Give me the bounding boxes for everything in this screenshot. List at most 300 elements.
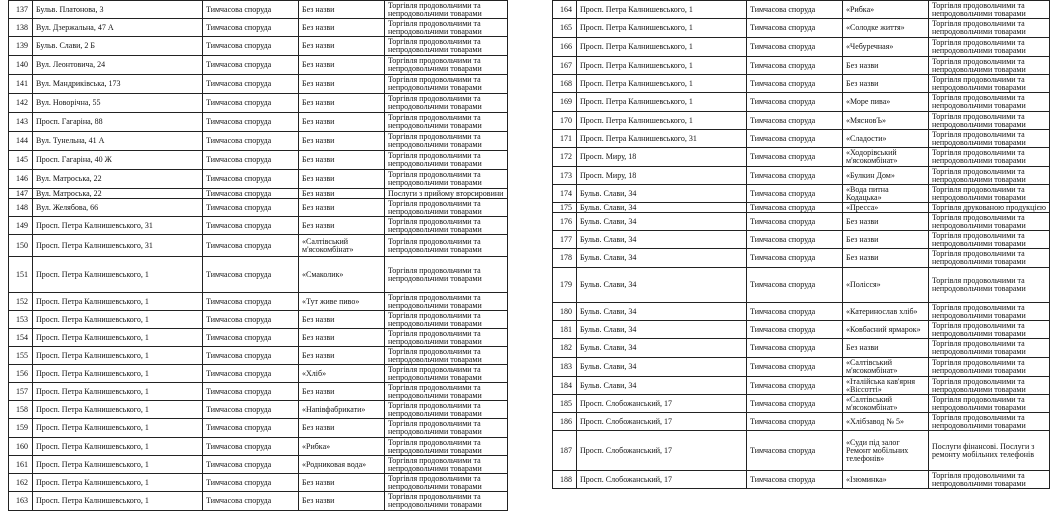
activity-cell: Торгівля продовольчими та непродовольчими товарами [385,170,508,189]
address-cell: Бульв. Слави, 34 [577,213,747,231]
table-row [553,471,1050,489]
object-type-cell: Тимчасова споруда [747,377,843,395]
row-number-cell: 141 [9,75,33,94]
row-number-cell: 185 [553,395,577,413]
object-type-cell: Тимчасова споруда [747,148,843,167]
address-cell: Просп. Петра Калнишевського, 31 [33,217,203,235]
object-type-cell: Тимчасова споруда [203,1,299,19]
row-number-cell: 149 [9,217,33,235]
table-row [9,170,508,189]
object-type-cell: Тимчасова споруда [203,170,299,189]
object-type-cell: Тимчасова споруда [747,358,843,377]
object-type-cell: Тимчасова споруда [747,185,843,203]
object-type-cell: Тимчасова споруда [203,311,299,329]
row-number-cell: 175 [553,203,577,213]
row-number-cell: 164 [553,1,577,19]
address-cell: Просп. Гагаріна, 40 Ж [33,151,203,170]
object-name-cell: «Хліб» [299,365,385,383]
table-row [553,431,1050,471]
address-cell: Просп. Петра Калнишевського, 1 [33,365,203,383]
table-row [553,148,1050,167]
address-cell: Бульв. Слави, 34 [577,185,747,203]
address-cell: Просп. Петра Калнишевського, 1 [33,347,203,365]
address-cell: Бульв. Слави, 34 [577,203,747,213]
activity-cell: Торгівля продовольчими та непродовольчими товарами [385,75,508,94]
object-name-cell: «Море пива» [843,93,929,112]
object-name-cell: «Ковбасний ярмарок» [843,321,929,339]
object-name-cell: Без назви [299,19,385,37]
table-row [553,395,1050,413]
object-type-cell: Тимчасова споруда [203,438,299,456]
right-table [552,0,1050,489]
object-type-cell: Тимчасова споруда [203,132,299,151]
address-cell: Просп. Петра Калнишевського, 1 [577,112,747,130]
table-row [553,1,1050,19]
table-row [553,112,1050,130]
address-cell: Просп. Петра Калнишевського, 1 [33,474,203,492]
row-number-cell: 167 [553,57,577,75]
address-cell: Бульв. Слави, 34 [577,249,747,268]
activity-cell: Торгівля продовольчими та непродовольчими товарами [385,94,508,113]
row-number-cell: 160 [9,438,33,456]
address-cell: Просп. Петра Калнишевського, 1 [33,311,203,329]
object-type-cell: Тимчасова споруда [747,38,843,57]
object-name-cell: Без назви [843,57,929,75]
object-name-cell: Без назви [299,113,385,132]
object-type-cell: Тимчасова споруда [203,474,299,492]
activity-cell: Торгівля продовольчими та непродовольчими товарами [385,113,508,132]
object-type-cell: Тимчасова споруда [203,257,299,293]
object-type-cell: Тимчасова споруда [747,471,843,489]
activity-cell: Торгівля продовольчими та непродовольчими товарами [385,474,508,492]
activity-cell: Послуги фінансові. Послуги з ремонту мобільних телефонів [929,431,1050,471]
object-name-cell: «Рибка» [843,1,929,19]
table-row [9,132,508,151]
left-table-body [9,1,508,511]
address-cell: Бульв. Слави, 34 [577,321,747,339]
address-cell: Просп. Слобожанський, 17 [577,471,747,489]
activity-cell: Торгівля продовольчими та непродовольчими товарами [385,199,508,217]
object-name-cell: «Вода питна Кодацька» [843,185,929,203]
activity-cell: Торгівля продовольчими та непродовольчими товарами [929,112,1050,130]
object-name-cell: Без назви [299,132,385,151]
address-cell: Просп. Петра Калнишевського, 1 [577,38,747,57]
object-name-cell: «Салтівський м'ясокомбінат» [843,395,929,413]
object-name-cell: Без назви [299,329,385,347]
row-number-cell: 186 [553,413,577,431]
object-name-cell: «Сладости» [843,130,929,148]
address-cell: Просп. Слобожанський, 17 [577,413,747,431]
row-number-cell: 147 [9,189,33,199]
activity-cell: Торгівля продовольчими та непродовольчими товарами [929,413,1050,431]
address-cell: Просп. Петра Калнишевського, 1 [33,401,203,419]
activity-cell: Торгівля продовольчими та непродовольчими товарами [385,383,508,401]
activity-cell: Торгівля продовольчими та непродовольчими товарами [385,311,508,329]
right-table-body [553,1,1050,489]
row-number-cell: 158 [9,401,33,419]
object-name-cell: Без назви [299,151,385,170]
address-cell: Просп. Петра Калнишевського, 1 [577,57,747,75]
row-number-cell: 171 [553,130,577,148]
row-number-cell: 161 [9,456,33,474]
row-number-cell: 165 [553,19,577,38]
table-row [553,93,1050,112]
address-cell: Вул. Матроська, 22 [33,170,203,189]
address-cell: Вул. Тунельна, 41 А [33,132,203,151]
address-cell: Просп. Петра Калнишевського, 1 [577,75,747,93]
table-row [553,339,1050,358]
left-table [8,0,508,511]
object-type-cell: Тимчасова споруда [747,203,843,213]
address-cell: Просп. Миру, 18 [577,167,747,185]
table-row [9,456,508,474]
row-number-cell: 157 [9,383,33,401]
object-name-cell: Без назви [299,37,385,56]
object-type-cell: Тимчасова споруда [747,268,843,303]
object-type-cell: Тимчасова споруда [203,113,299,132]
address-cell: Бульв. Слави, 2 Б [33,37,203,56]
table-row [553,303,1050,321]
object-type-cell: Тимчасова споруда [203,329,299,347]
row-number-cell: 172 [553,148,577,167]
activity-cell: Торгівля продовольчими та непродовольчими товарами [929,130,1050,148]
address-cell: Бульв. Слави, 34 [577,231,747,249]
activity-cell: Торгівля продовольчими та непродовольчими товарами [929,167,1050,185]
table-row [9,311,508,329]
object-name-cell: «Салтівський м'ясокомбінат» [843,358,929,377]
table-row [9,37,508,56]
activity-cell: Торгівля продовольчими та непродовольчими товарами [929,38,1050,57]
object-name-cell: Без назви [843,339,929,358]
object-name-cell: «Солодке життя» [843,19,929,38]
address-cell: Просп. Петра Калнишевського, 1 [33,293,203,311]
table-row [9,56,508,75]
activity-cell: Торгівля продовольчими та непродовольчими товарами [385,347,508,365]
object-type-cell: Тимчасова споруда [747,249,843,268]
address-cell: Бульв. Слави, 34 [577,377,747,395]
address-cell: Вул. Леонтовича, 24 [33,56,203,75]
row-number-cell: 151 [9,257,33,293]
row-number-cell: 176 [553,213,577,231]
address-cell: Просп. Слобожанський, 17 [577,395,747,413]
address-cell: Бульв. Слави, 34 [577,303,747,321]
object-type-cell: Тимчасова споруда [203,94,299,113]
object-name-cell: «Чебуречная» [843,38,929,57]
table-row [9,474,508,492]
object-name-cell: Без назви [299,217,385,235]
row-number-cell: 152 [9,293,33,311]
activity-cell: Торгівля продовольчими та непродовольчими товарами [929,395,1050,413]
object-name-cell: Без назви [299,383,385,401]
table-row [9,293,508,311]
row-number-cell: 180 [553,303,577,321]
table-row [553,358,1050,377]
object-type-cell: Тимчасова споруда [747,231,843,249]
activity-cell: Торгівля продовольчими та непродовольчими товарами [385,456,508,474]
activity-cell: Торгівля друкованою продукцією [929,203,1050,213]
activity-cell: Торгівля продовольчими та непродовольчими товарами [929,148,1050,167]
table-row [9,94,508,113]
object-name-cell: Без назви [299,492,385,511]
row-number-cell: 163 [9,492,33,511]
row-number-cell: 181 [553,321,577,339]
activity-cell: Торгівля продовольчими та непродовольчими товарами [385,438,508,456]
object-type-cell: Тимчасова споруда [203,217,299,235]
object-type-cell: Тимчасова споруда [747,75,843,93]
row-number-cell: 155 [9,347,33,365]
object-name-cell: Без назви [843,213,929,231]
table-row [553,413,1050,431]
table-row [9,235,508,257]
object-name-cell: Без назви [843,75,929,93]
table-row [553,130,1050,148]
row-number-cell: 169 [553,93,577,112]
object-name-cell: Без назви [299,189,385,199]
address-cell: Вул. Матроська, 22 [33,189,203,199]
object-type-cell: Тимчасова споруда [747,19,843,38]
activity-cell: Торгівля продовольчими та непродовольчими товарами [385,257,508,293]
object-name-cell: «Смаколик» [299,257,385,293]
row-number-cell: 138 [9,19,33,37]
object-name-cell: «Катеринослав хліб» [843,303,929,321]
object-type-cell: Тимчасова споруда [747,321,843,339]
activity-cell: Торгівля продовольчими та непродовольчими товарами [385,293,508,311]
address-cell: Бульв. Платонова, 3 [33,1,203,19]
row-number-cell: 166 [553,38,577,57]
object-name-cell: «МясновЪ» [843,112,929,130]
object-type-cell: Тимчасова споруда [747,431,843,471]
row-number-cell: 183 [553,358,577,377]
table-row [9,383,508,401]
object-type-cell: Тимчасова споруда [203,383,299,401]
object-type-cell: Тимчасова споруда [203,492,299,511]
row-number-cell: 137 [9,1,33,19]
activity-cell: Торгівля продовольчими та непродовольчими товарами [385,217,508,235]
row-number-cell: 174 [553,185,577,203]
table-row [553,185,1050,203]
row-number-cell: 178 [553,249,577,268]
object-type-cell: Тимчасова споруда [203,419,299,438]
activity-cell: Торгівля продовольчими та непродовольчими товарами [385,19,508,37]
object-type-cell: Тимчасова споруда [203,56,299,75]
object-name-cell: «Ізюминка» [843,471,929,489]
table-row [9,151,508,170]
activity-cell: Торгівля продовольчими та непродовольчими товарами [929,377,1050,395]
row-number-cell: 187 [553,431,577,471]
activity-cell: Торгівля продовольчими та непродовольчими товарами [929,19,1050,38]
address-cell: Вул. Новорічна, 55 [33,94,203,113]
address-cell: Просп. Петра Калнишевського, 1 [33,419,203,438]
table-row [553,19,1050,38]
address-cell: Просп. Петра Калнишевського, 1 [33,438,203,456]
address-cell: Просп. Петра Калнишевського, 1 [577,1,747,19]
object-name-cell: Без назви [299,311,385,329]
object-type-cell: Тимчасова споруда [747,130,843,148]
row-number-cell: 177 [553,231,577,249]
row-number-cell: 145 [9,151,33,170]
table-row [553,377,1050,395]
object-type-cell: Тимчасова споруда [747,303,843,321]
table-row [553,57,1050,75]
table-row [553,203,1050,213]
row-number-cell: 148 [9,199,33,217]
object-type-cell: Тимчасова споруда [203,199,299,217]
activity-cell: Торгівля продовольчими та непродовольчими товарами [929,249,1050,268]
address-cell: Бульв. Слави, 34 [577,339,747,358]
activity-cell: Торгівля продовольчими та непродовольчими товарами [385,329,508,347]
object-type-cell: Тимчасова споруда [203,189,299,199]
object-type-cell: Тимчасова споруда [747,112,843,130]
table-row [553,231,1050,249]
address-cell: Просп. Петра Калнишевського, 31 [33,235,203,257]
object-name-cell: Без назви [299,1,385,19]
row-number-cell: 168 [553,75,577,93]
table-row [553,268,1050,303]
activity-cell: Торгівля продовольчими та непродовольчими товарами [929,303,1050,321]
activity-cell: Торгівля продовольчими та непродовольчими товарами [929,268,1050,303]
object-type-cell: Тимчасова споруда [203,75,299,94]
object-name-cell: «Тут живе пиво» [299,293,385,311]
row-number-cell: 142 [9,94,33,113]
address-cell: Вул. Желябова, 66 [33,199,203,217]
address-cell: Просп. Петра Калнишевського, 31 [577,130,747,148]
object-name-cell: «Булкин Дом» [843,167,929,185]
activity-cell: Торгівля продовольчими та непродовольчими товарами [929,231,1050,249]
row-number-cell: 179 [553,268,577,303]
object-type-cell: Тимчасова споруда [747,167,843,185]
table-row [553,213,1050,231]
table-row [9,438,508,456]
row-number-cell: 182 [553,339,577,358]
row-number-cell: 150 [9,235,33,257]
object-name-cell: «Напівфабрикати» [299,401,385,419]
address-cell: Просп. Петра Калнишевського, 1 [577,19,747,38]
activity-cell: Торгівля продовольчими та непродовольчими товарами [929,1,1050,19]
row-number-cell: 143 [9,113,33,132]
object-name-cell: Без назви [299,419,385,438]
activity-cell: Торгівля продовольчими та непродовольчими товарами [385,37,508,56]
table-row [9,419,508,438]
row-number-cell: 156 [9,365,33,383]
row-number-cell: 184 [553,377,577,395]
object-type-cell: Тимчасова споруда [747,57,843,75]
table-row [9,217,508,235]
table-row [9,189,508,199]
address-cell: Просп. Слобожанський, 17 [577,431,747,471]
object-name-cell: «Суди під залог Ремонт мобільних телефонів» [843,431,929,471]
address-cell: Бульв. Слави, 34 [577,268,747,303]
row-number-cell: 154 [9,329,33,347]
object-name-cell: «Пресса» [843,203,929,213]
table-row [553,321,1050,339]
row-number-cell: 144 [9,132,33,151]
right-table-container [552,0,1050,489]
object-type-cell: Тимчасова споруда [203,456,299,474]
activity-cell: Торгівля продовольчими та непродовольчими товарами [385,235,508,257]
activity-cell: Торгівля продовольчими та непродовольчими товарами [929,471,1050,489]
object-name-cell: Без назви [299,56,385,75]
table-row [9,401,508,419]
object-name-cell: «Ходорівський м'ясокомбінат» [843,148,929,167]
activity-cell: Торгівля продовольчими та непродовольчими товарами [385,419,508,438]
table-row [9,347,508,365]
table-row [9,75,508,94]
left-table-container [8,0,508,511]
row-number-cell: 188 [553,471,577,489]
table-row [9,19,508,37]
object-type-cell: Тимчасова споруда [747,93,843,112]
object-type-cell: Тимчасова споруда [203,293,299,311]
activity-cell: Торгівля продовольчими та непродовольчими товарами [385,56,508,75]
activity-cell: Торгівля продовольчими та непродовольчими товарами [385,132,508,151]
address-cell: Просп. Петра Калнишевського, 1 [33,257,203,293]
table-row [553,167,1050,185]
object-name-cell: «Родниковая вода» [299,456,385,474]
object-type-cell: Тимчасова споруда [203,347,299,365]
table-row [9,1,508,19]
object-name-cell: Без назви [843,231,929,249]
activity-cell: Торгівля продовольчими та непродовольчими товарами [929,213,1050,231]
table-row [9,492,508,511]
object-name-cell: «Полісся» [843,268,929,303]
object-type-cell: Тимчасова споруда [747,413,843,431]
activity-cell: Торгівля продовольчими та непродовольчими товарами [929,185,1050,203]
object-type-cell: Тимчасова споруда [747,395,843,413]
object-name-cell: «Хлібзавод № 5» [843,413,929,431]
row-number-cell: 173 [553,167,577,185]
activity-cell: Торгівля продовольчими та непродовольчими товарами [385,365,508,383]
row-number-cell: 159 [9,419,33,438]
table-row [9,113,508,132]
object-name-cell: Без назви [299,347,385,365]
object-type-cell: Тимчасова споруда [203,37,299,56]
address-cell: Просп. Петра Калнишевського, 1 [33,383,203,401]
row-number-cell: 170 [553,112,577,130]
object-type-cell: Тимчасова споруда [203,235,299,257]
address-cell: Вул. Мандриківська, 173 [33,75,203,94]
address-cell: Просп. Миру, 18 [577,148,747,167]
table-row [9,257,508,293]
object-name-cell: Без назви [299,199,385,217]
activity-cell: Торгівля продовольчими та непродовольчими товарами [929,321,1050,339]
activity-cell: Торгівля продовольчими та непродовольчими товарами [385,401,508,419]
object-name-cell: Без назви [299,474,385,492]
object-name-cell: «Італійська кав'ярня «Віссотті» [843,377,929,395]
row-number-cell: 139 [9,37,33,56]
table-row [9,329,508,347]
object-name-cell: Без назви [299,170,385,189]
activity-cell: Торгівля продовольчими та непродовольчими товарами [929,93,1050,112]
row-number-cell: 162 [9,474,33,492]
activity-cell: Торгівля продовольчими та непродовольчими товарами [929,75,1050,93]
activity-cell: Торгівля продовольчими та непродовольчими товарами [929,358,1050,377]
activity-cell: Торгівля продовольчими та непродовольчими товарами [385,151,508,170]
object-type-cell: Тимчасова споруда [747,339,843,358]
object-type-cell: Тимчасова споруда [203,151,299,170]
table-row [553,249,1050,268]
object-name-cell: Без назви [843,249,929,268]
table-row [553,75,1050,93]
activity-cell: Торгівля продовольчими та непродовольчими товарами [929,339,1050,358]
activity-cell: Торгівля продовольчими та непродовольчими товарами [929,57,1050,75]
address-cell: Просп. Гагаріна, 88 [33,113,203,132]
row-number-cell: 146 [9,170,33,189]
object-name-cell: «Рибка» [299,438,385,456]
activity-cell: Торгівля продовольчими та непродовольчими товарами [385,1,508,19]
object-type-cell: Тимчасова споруда [747,1,843,19]
object-name-cell: «Салтівський м'ясокомбінат» [299,235,385,257]
object-type-cell: Тимчасова споруда [203,365,299,383]
